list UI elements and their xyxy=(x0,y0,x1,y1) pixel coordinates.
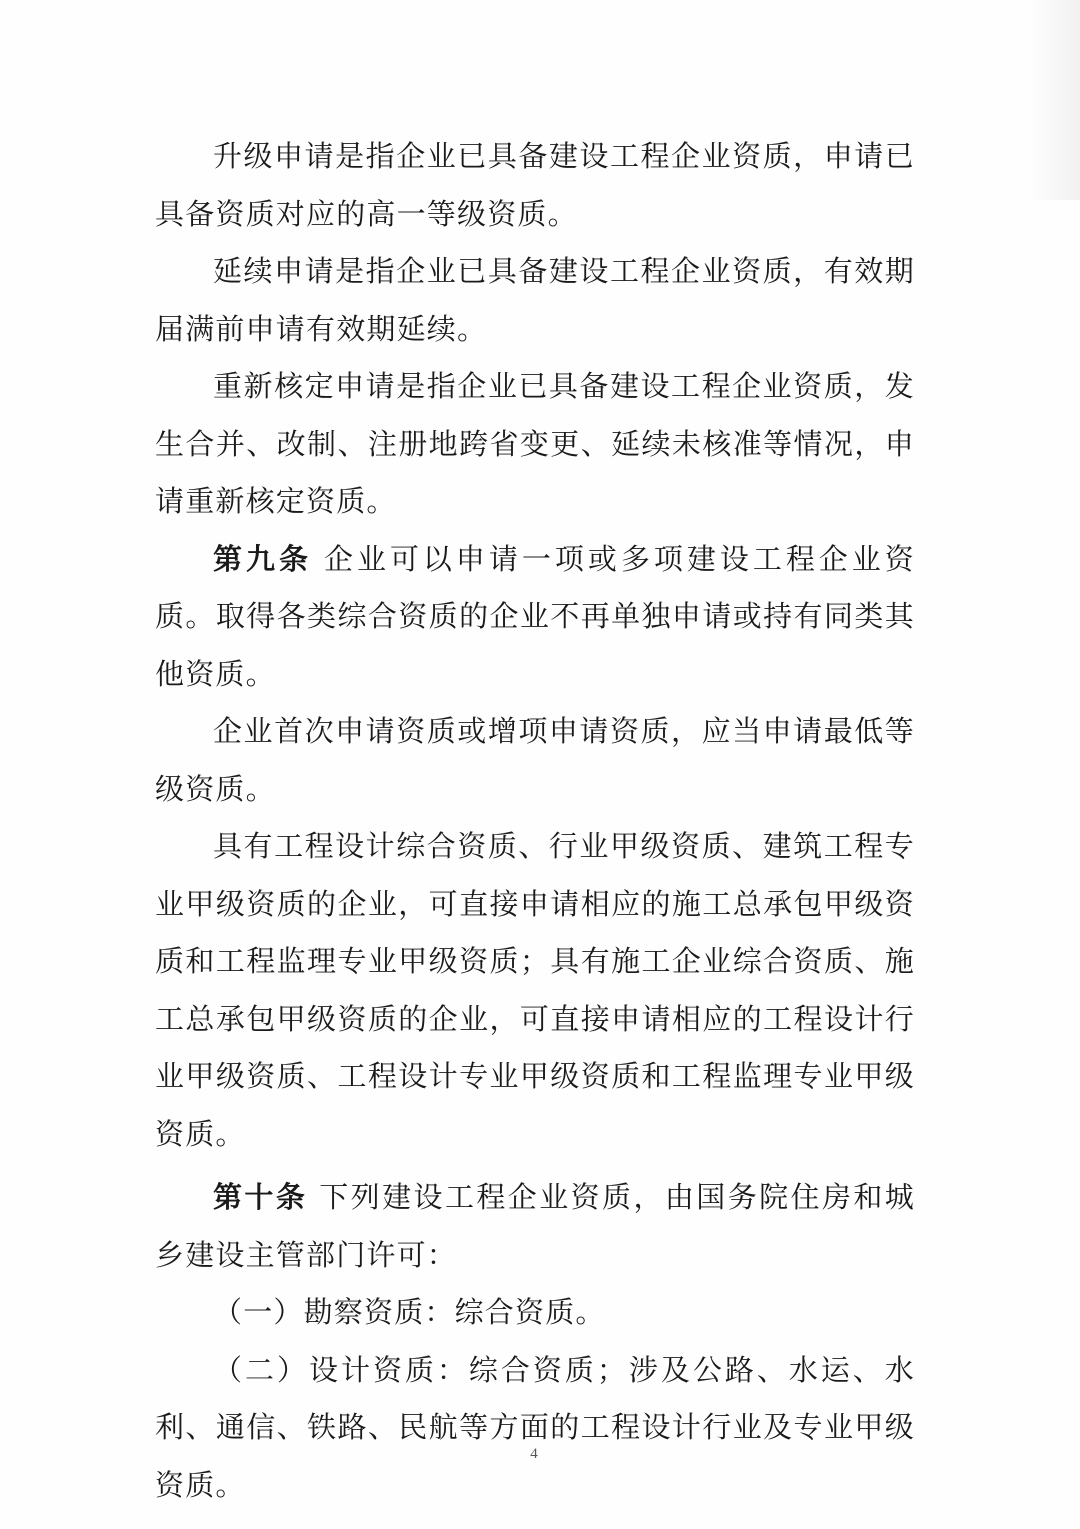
page-number: 4 xyxy=(530,1446,538,1462)
document-body xyxy=(155,128,915,1514)
article-10-item-survey: （一）勘察资质：综合资质。 xyxy=(213,1295,606,1329)
paragraph-renewal-application: 延续申请是指企业已具备建设工程企业资质，有效期届满前申请有效期延续。 xyxy=(155,254,915,346)
article-10-item-design: （二）设计资质：综合资质；涉及公路、水运、水利、通信、铁路、民航等方面的工程设计行业及专业甲级资质。 xyxy=(155,1352,915,1502)
article-9-paragraph xyxy=(155,531,915,704)
article-10-text: 下列建设工程企业资质，由国务院住房和城乡建设主管部门许可： xyxy=(155,1180,915,1272)
scan-edge-shadow xyxy=(1030,0,1080,200)
paragraph-upgrade-application: 升级申请是指企业已具备建设工程企业资质，申请已具备资质对应的高一等级资质。 xyxy=(155,139,915,231)
article-9-direct-application: 具有工程设计综合资质、行业甲级资质、建筑工程专业甲级资质的企业，可直接申请相应的施工总承包甲级资质和工程监理专业甲级资质；具有施工企业综合资质、施工总承包甲级资质的企业，可直接申请相应的工程设计行业甲级资质、工程设计专业甲级资质和工程监理专业甲级资质。 xyxy=(155,829,915,1151)
article-9-text: 企业可以申请一项或多项建设工程企业资质。取得各类综合资质的企业不再单独申请或持有同类其他资质。 xyxy=(155,541,915,691)
article-9-first-application: 企业首次申请资质或增项申请资质，应当申请最低等级资质。 xyxy=(155,714,915,806)
paragraph-reassessment-application: 重新核定申请是指企业已具备建设工程企业资质，发生合并、改制、注册地跨省变更、延续未核准等情况，申请重新核定资质。 xyxy=(155,369,915,518)
article-10-heading: 第十条 xyxy=(213,1180,308,1214)
article-9-heading: 第九条 xyxy=(213,541,312,576)
article-10-paragraph xyxy=(155,1169,915,1284)
